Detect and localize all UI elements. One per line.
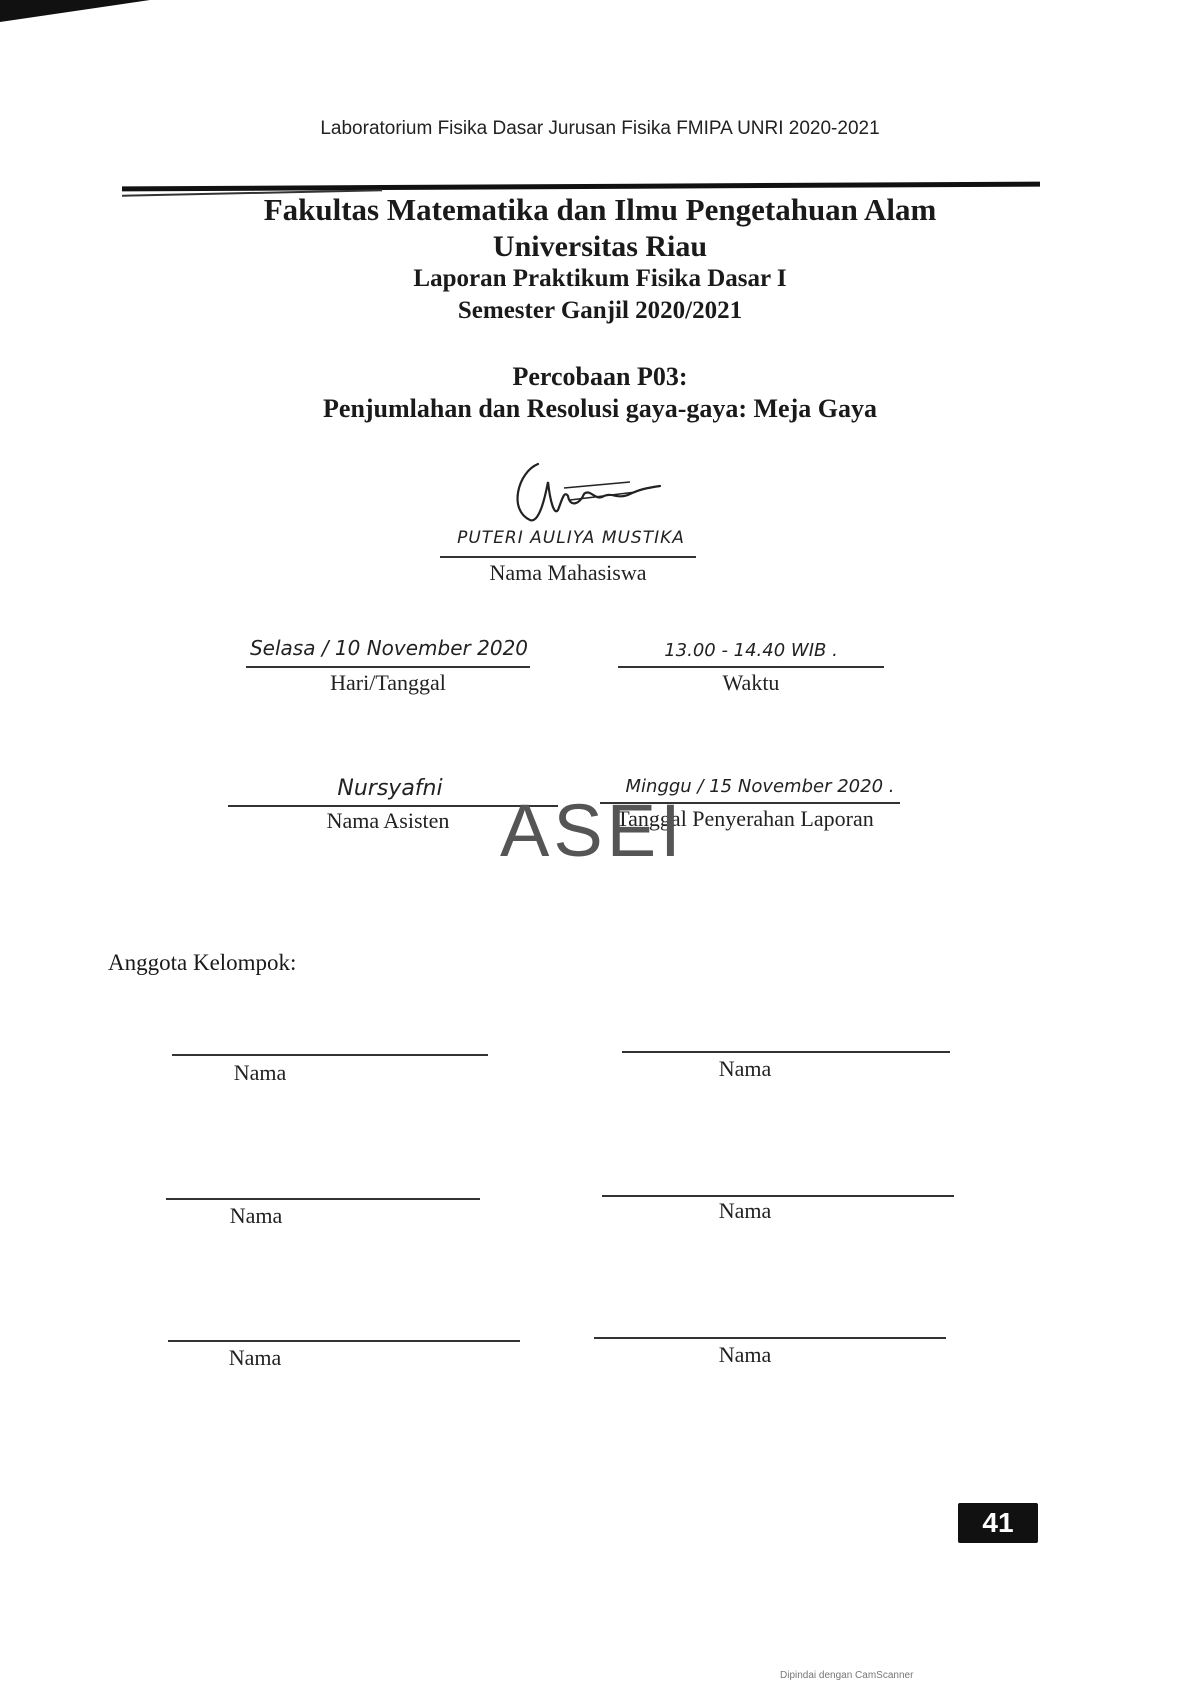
assistant-handwritten: Nursyafni: [337, 776, 443, 801]
time-handwritten: 13.00 - 14.40 WIB .: [664, 640, 838, 661]
report-title: Laporan Praktikum Fisika Dasar I: [413, 265, 787, 292]
faculty-title: Fakultas Matematika dan Ilmu Pengetahuan Alam: [263, 192, 937, 227]
assistant-label: Nama Asisten: [326, 808, 450, 833]
member-2-label: Nama: [718, 1056, 772, 1081]
member-4-line: [602, 1195, 954, 1197]
member-1-label: Nama: [233, 1060, 287, 1085]
time-label: Waktu: [722, 670, 780, 695]
member-3-label: Nama: [229, 1203, 283, 1228]
semester-title: Semester Ganjil 2020/2021: [457, 297, 743, 324]
date-handwritten: Selasa / 10 November 2020: [249, 636, 529, 660]
experiment-code: Percobaan P03:: [512, 362, 688, 391]
member-5-line: [168, 1340, 520, 1342]
submission-handwritten: Minggu / 15 November 2020 .: [625, 776, 895, 797]
time-line: [618, 666, 884, 668]
date-line: [246, 666, 530, 668]
member-5-label: Nama: [228, 1345, 282, 1370]
university-title: Universitas Riau: [492, 230, 708, 263]
lab-header: Laboratorium Fisika Dasar Jurusan Fisika FMIPA UNRI 2020-2021: [320, 118, 880, 139]
experiment-name: Penjumlahan dan Resolusi gaya-gaya: Meja Gaya: [323, 394, 877, 423]
member-1-line: [172, 1054, 488, 1056]
header-rule: [122, 182, 1040, 192]
submission-label: Tanggal Penyerahan Laporan: [616, 806, 874, 831]
member-3-line: [166, 1198, 480, 1200]
member-2-line: [622, 1051, 950, 1053]
stamp-mark: ASEI: [500, 789, 685, 872]
member-6-label: Nama: [718, 1342, 772, 1367]
member-4-label: Nama: [718, 1198, 772, 1223]
member-6-line: [594, 1337, 946, 1339]
scan-corner-mark: [0, 0, 150, 22]
student-name-line: [440, 556, 696, 558]
scanner-watermark: Dipindai dengan CamScanner: [780, 1670, 914, 1681]
student-signature: [500, 452, 670, 532]
group-members-label: Anggota Kelompok:: [108, 950, 297, 975]
student-name-label: Nama Mahasiswa: [489, 560, 647, 585]
student-name-handwritten: PUTERI AULIYA MUSTIKA: [457, 528, 685, 548]
date-label: Hari/Tanggal: [330, 670, 446, 695]
page-number: 41: [958, 1503, 1038, 1543]
